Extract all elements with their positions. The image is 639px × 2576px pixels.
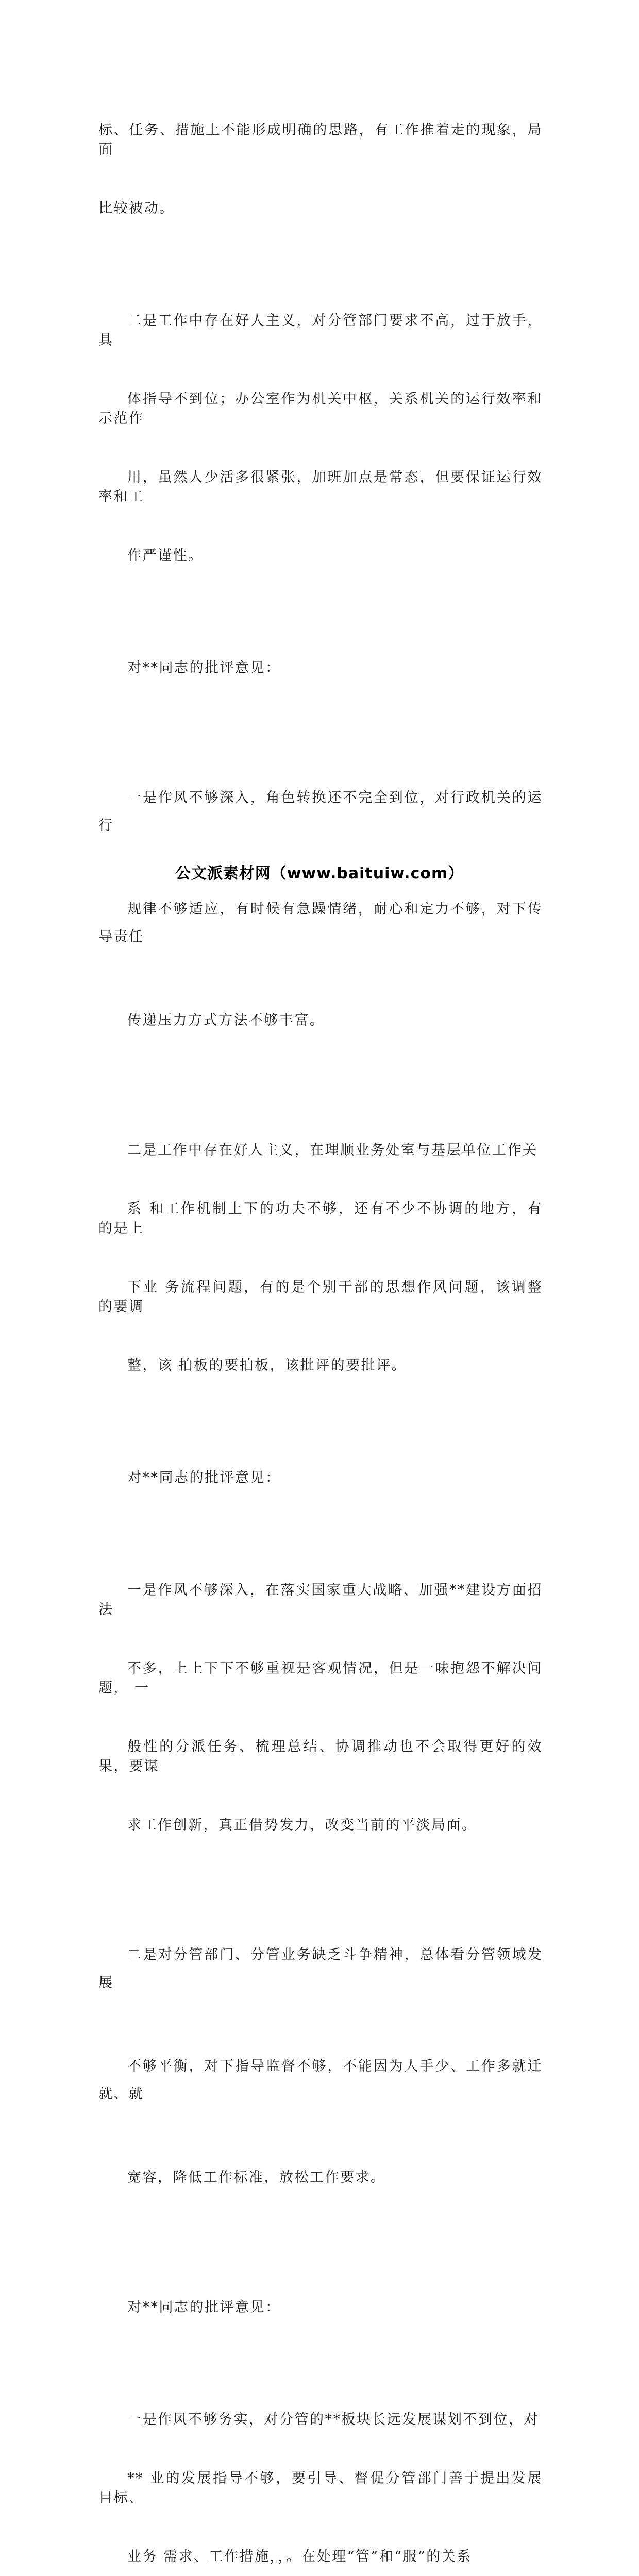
paragraph-3 [98,728,543,1090]
text-line: 一是作风不够深入，角色转换还不完全到位，对行政机关的运行 [98,790,543,834]
text-line: 二是工作中存在好人主义，对分管部门要求不高，过于放手，具 [98,313,543,348]
text-line: 不多，上上下下不够重视是客观情况，但是一味抱怨不解决问题， 一 [98,1660,543,1696]
text-line: 体指导不到位；办公室作为机关中枢，关系机关的运行效率和示范作 [98,391,543,427]
text-line: 般性的分派任务、梳理总结、协调推动也不会取得更好的效果，要谋 [98,1739,543,1774]
section-heading-2 [98,1429,543,1527]
footer-watermark: 公文派素材网（www.baituiw.com） [175,865,464,883]
text-line: 一是作风不够务实，对分管的**板块长远发展谋划不到位，对 [127,2412,539,2428]
text-line: 作严谨性。 [127,548,204,564]
paragraph-1 [98,81,543,258]
paragraph-4 [98,1101,543,1415]
paragraph-7 [98,2371,543,2576]
text-line: 传递压力方式方法不够丰富。 [127,1012,325,1028]
text-line: 求工作创新，真正借势发力，改变当前的平淡局面。 [127,1817,477,1833]
text-line: 对**同志的批评意见： [127,1470,281,1486]
text-line: 规律不够适应，有时候有急躁情绪，耐心和定力不够，对下传导责任 [98,901,543,945]
text-line: 不够平衡，对下指导监督不够，不能因为人手少、工作多就迁就、就 [98,2058,543,2102]
section-heading-3 [98,2259,543,2357]
text-line: 二是工作中存在好人主义，在理顺业务处室与基层单位工作关 [127,1142,538,1158]
text-line: 下业 务流程问题，有的是个别干部的思想作风问题，该调整的要调 [98,1279,543,1315]
text-line: 比较被动。 [98,200,175,216]
text-line: 标、任务、措施上不能形成明确的思路，有工作推着走的现象，局面 [98,122,543,158]
text-line: 对**同志的批评意见： [127,2299,281,2315]
text-line: 业务 需求、工作措施，，。在处理“管”和“服”的关系 [127,2549,472,2565]
text-line: 对**同志的批评意见： [127,660,281,676]
paragraph-6 [98,1886,543,2247]
text-line: 一是作风不够深入，在落实国家重大战略、加强**建设方面招法 [98,1582,543,1618]
paragraph-5 [98,1541,543,1874]
text-line: 整，该 拍板的要拍板，该批评的要批评。 [127,1358,407,1374]
document-body [98,81,543,2576]
text-line: 宽容，降低工作标准，放松工作要求。 [127,2170,386,2185]
section-heading-1 [98,619,543,717]
text-line: ** 业的发展指导不够，要引导、督促分管部门善于提出发展目标、 [98,2470,543,2506]
paragraph-2 [98,272,543,605]
text-line: 二是对分管部门、分管业务缺乏斗争精神，总体看分管领域发展 [98,1947,543,1991]
text-line: 用，虽然人少活多很紧张，加班加点是常态，但要保证运行效率和工 [98,469,543,505]
text-line: 系 和工作机制上下的功夫不够，还有不少不协调的地方，有的是上 [98,1201,543,1236]
